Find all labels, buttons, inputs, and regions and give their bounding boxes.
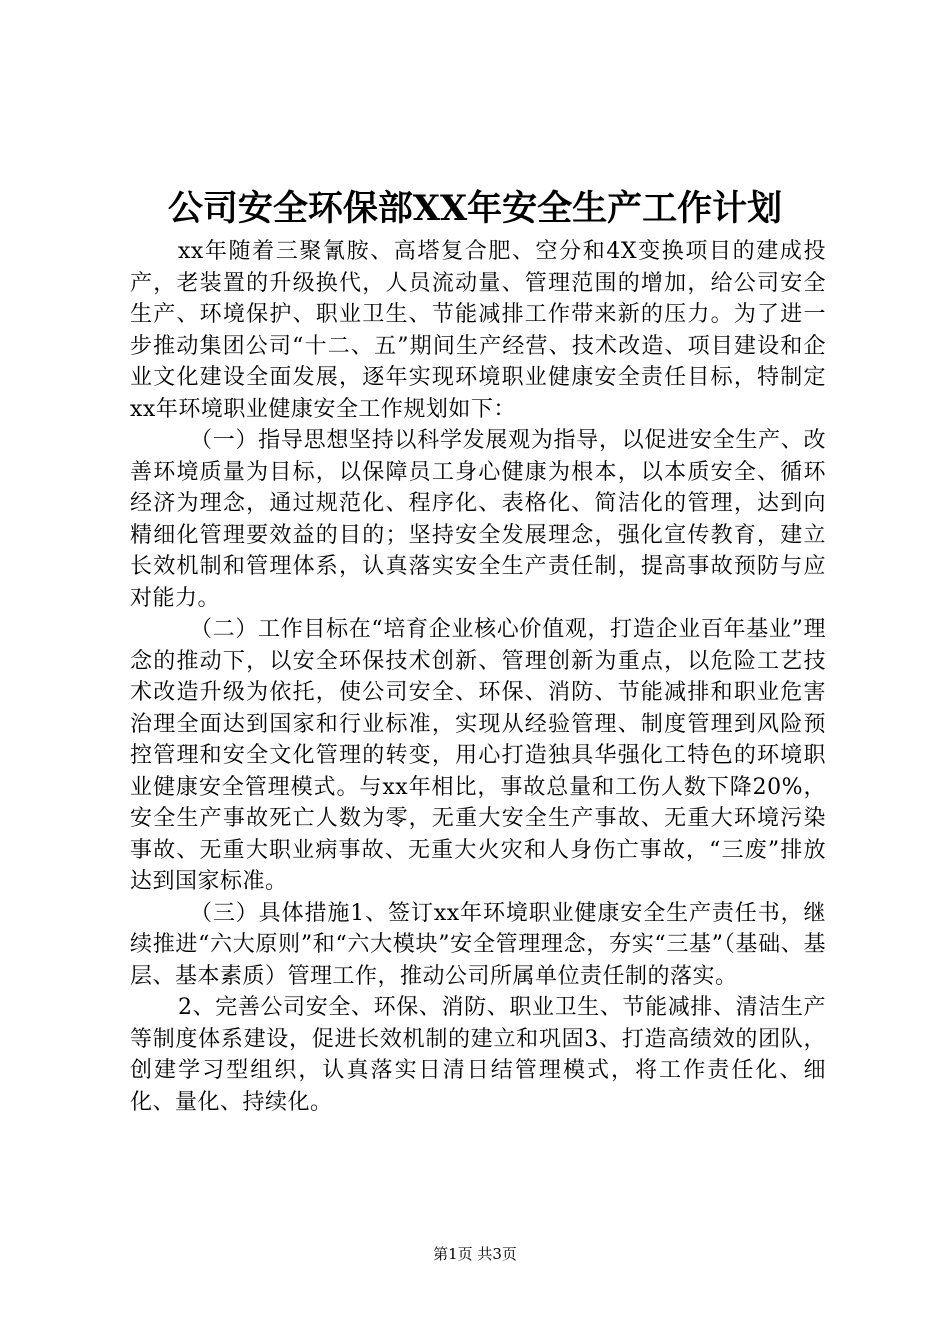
document-body (130, 236, 826, 1118)
paragraph-measure-2: 2、完善公司安全、环保、消防、职业卫生、节能减排、清洁生产等制度体系建设，促进长效机制的建立和巩固3、打造高绩效的团队，创建学习型组织，认真落实日清日结管理模式，将工作责任化、细化、量化、持续化。 (130, 995, 826, 1115)
paragraph-guiding-ideology: （一）指导思想坚持以科学发展观为指导，以促进安全生产、改善环境质量为目标，以保障员工身心健康为根本，以本质安全、循环经济为理念，通过规范化、程序化、表格化、简洁化的管理，达到向精细化管理要效益的目的；坚持安全发展理念，强化宣传教育，建立长效机制和管理体系，认真落实安全生产责任制，提高事故预防与应对能力。 (130, 428, 826, 611)
paragraph-work-goals: （二）工作目标在“培育企业核心价值观，打造企业百年基业”理念的推动下，以安全环保技术创新、管理创新为重点，以危险工艺技术改造升级为依托，使公司安全、环保、消防、节能减排和职业危害治理全面达到国家和行业标准，实现从经验管理、制度管理到风险预控管理和安全文化管理的转变，用心打造独具华强化工特色的环境职业健康安全管理模式。与xx年相比，事故总量和工伤人数下降20%，安全生产事故死亡人数为零，无重大安全生产事故、无重大环境污染事故、无重大职业病事故、无重大火灾和人身伤亡事故，“三废”排放达到国家标准。 (130, 617, 826, 894)
document-title: 公司安全环保部XX年安全生产工作计划 (167, 188, 783, 229)
paragraph-intro: xx年随着三聚氰胺、高塔复合肥、空分和4X变换项目的建成投产，老装置的升级换代，人员流动量、管理范围的增加，给公司安全生产、环境保护、职业卫生、节能减排工作带来新的压力。为了进一步推动集团公司“十二、五”期间生产经营、技术改造、项目建设和企业文化建设全面发展，逐年实现环境职业健康安全责任目标，特制定xx年环境职业健康安全工作规划如下： (130, 239, 826, 422)
page-number-footer: 第1页 共3页 (433, 1245, 517, 1263)
paragraph-specific-measures: （三）具体措施1、签订xx年环境职业健康安全生产责任书，继续推进“六大原则”和“六大模块”安全管理理念，夯实“三基”（基础、基层、基本素质）管理工作，推动公司所属单位责任制的落实。 (130, 900, 826, 989)
